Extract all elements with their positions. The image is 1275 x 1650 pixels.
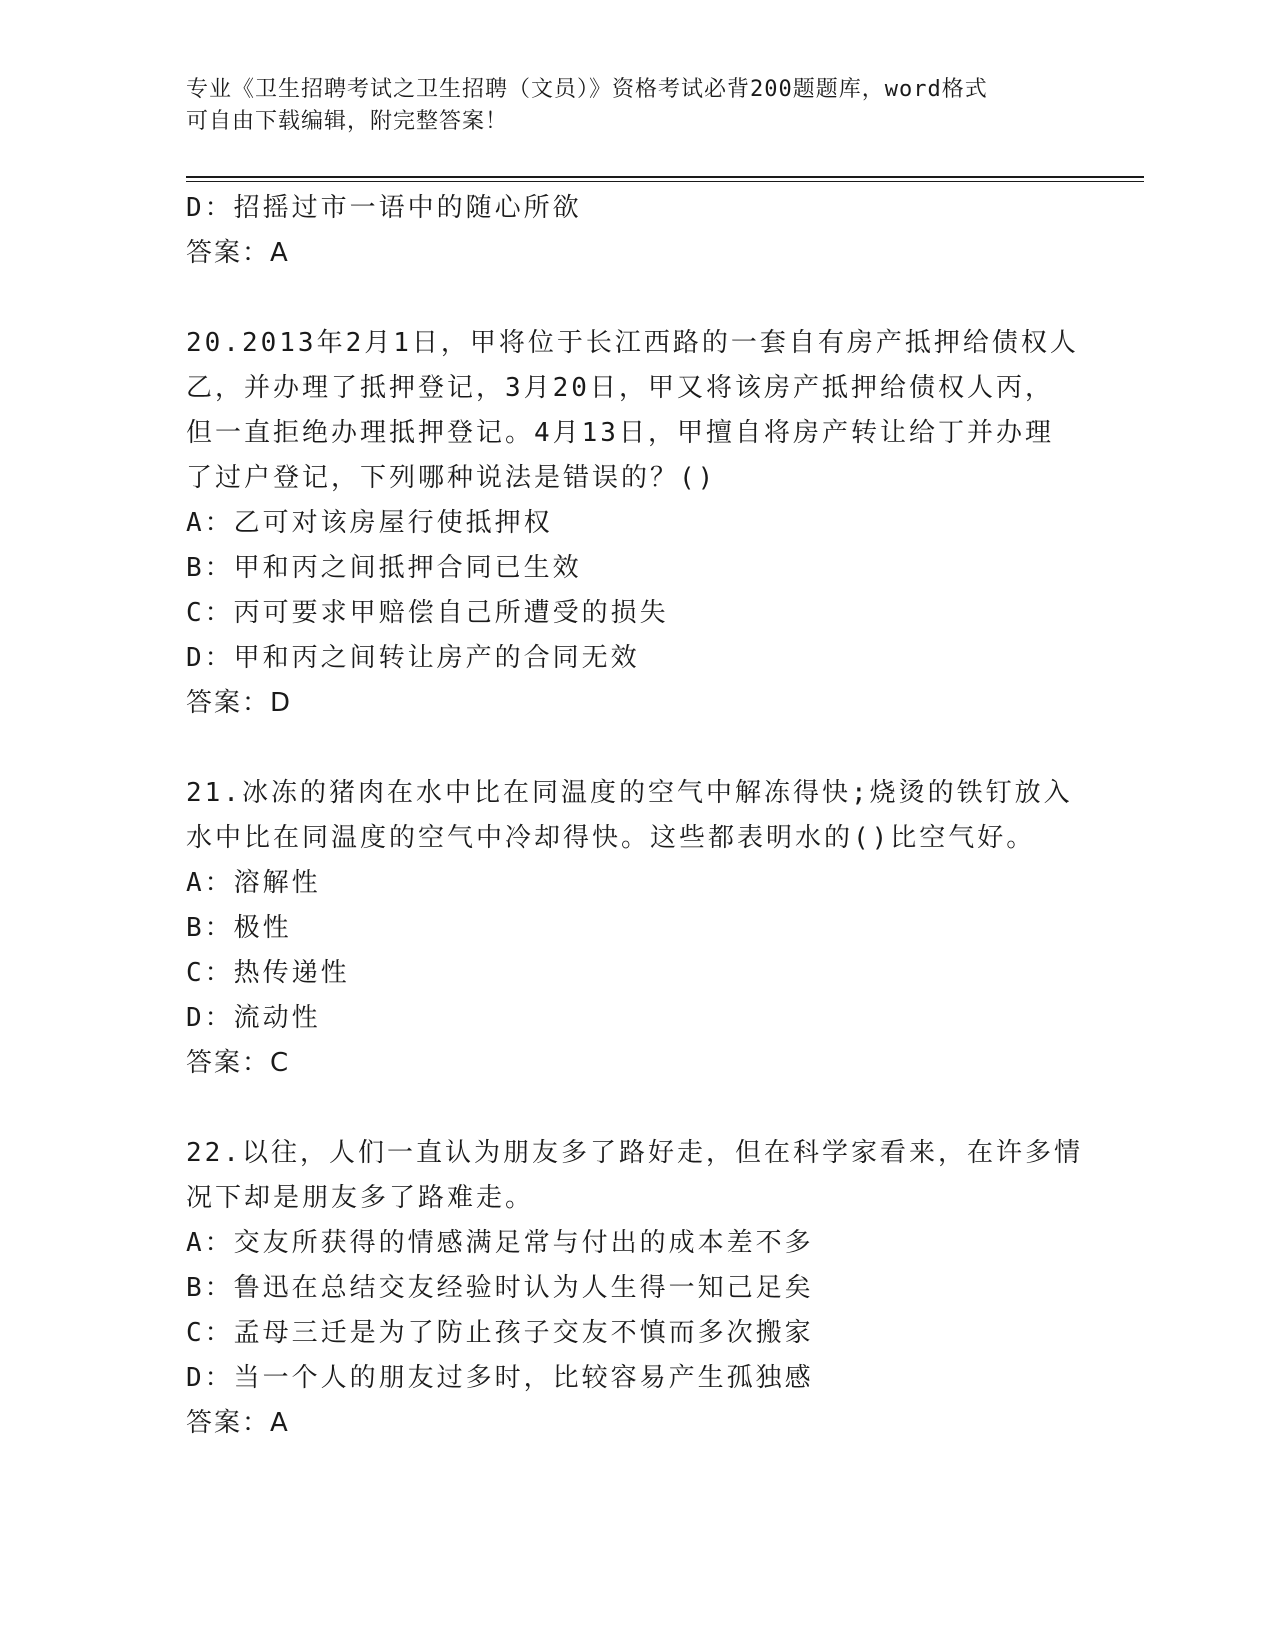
question-19-tail (186, 186, 1086, 276)
header-line-1: 专业《卫生招聘考试之卫生招聘（文员）》资格考试必背200题题库，word格式 (186, 77, 988, 102)
option-d: D：甲和丙之间转让房产的合同无效 (186, 643, 640, 673)
question-stem-line: 20.2013年2月1日，甲将位于长江西路的一套自有房产抵押给债权人 (186, 328, 1079, 358)
question-stem-line: 21.冰冻的猪肉在水中比在同温度的空气中解冻得快;烧烫的铁钉放入 (186, 778, 1073, 808)
header-line-2: 可自由下载编辑，附完整答案！ (186, 109, 509, 134)
question-stem-line: 22.以往，人们一直认为朋友多了路好走，但在科学家看来，在许多情 (186, 1138, 1083, 1168)
question-21 (186, 771, 1086, 1086)
option-b: B：甲和丙之间抵押合同已生效 (186, 553, 582, 583)
question-stem-line: 水中比在同温度的空气中冷却得快。这些都表明水的()比空气好。 (186, 823, 1036, 853)
answer: 答案：A (186, 238, 290, 268)
question-20 (186, 321, 1086, 726)
question-stem-line: 乙，并办理了抵押登记，3月20日，甲又将该房产抵押给债权人丙， (186, 373, 1054, 403)
option-a: A：乙可对该房屋行使抵押权 (186, 508, 553, 538)
answer: 答案：D (186, 688, 293, 718)
answer: 答案：A (186, 1408, 290, 1438)
question-spacer (186, 1086, 1086, 1131)
option-a: A：交友所获得的情感满足常与付出的成本差不多 (186, 1228, 814, 1258)
question-stem-line: 况下却是朋友多了路难走。 (186, 1183, 535, 1213)
answer: 答案：C (186, 1048, 291, 1078)
question-spacer (186, 276, 1086, 321)
question-content (186, 186, 1086, 1446)
question-spacer (186, 726, 1086, 771)
header-divider-thick (186, 176, 1144, 178)
option-b: B：鲁迅在总结交友经验时认为人生得一知己足矣 (186, 1273, 814, 1303)
option-c: C：热传递性 (186, 958, 350, 988)
option-d: D：招摇过市一语中的随心所欲 (186, 193, 582, 223)
option-c: C：丙可要求甲赔偿自己所遭受的损失 (186, 598, 669, 628)
document-header (186, 74, 1086, 138)
header-divider-thin (186, 181, 1144, 182)
question-22 (186, 1131, 1086, 1446)
option-a: A：溶解性 (186, 868, 321, 898)
question-stem-line: 但一直拒绝办理抵押登记。4月13日，甲擅自将房产转让给丁并办理 (186, 418, 1054, 448)
question-stem-line: 了过户登记，下列哪种说法是错误的？() (186, 463, 717, 493)
option-d: D：当一个人的朋友过多时，比较容易产生孤独感 (186, 1363, 814, 1393)
option-c: C：孟母三迁是为了防止孩子交友不慎而多次搬家 (186, 1318, 814, 1348)
option-b: B：极性 (186, 913, 292, 943)
option-d: D：流动性 (186, 1003, 321, 1033)
